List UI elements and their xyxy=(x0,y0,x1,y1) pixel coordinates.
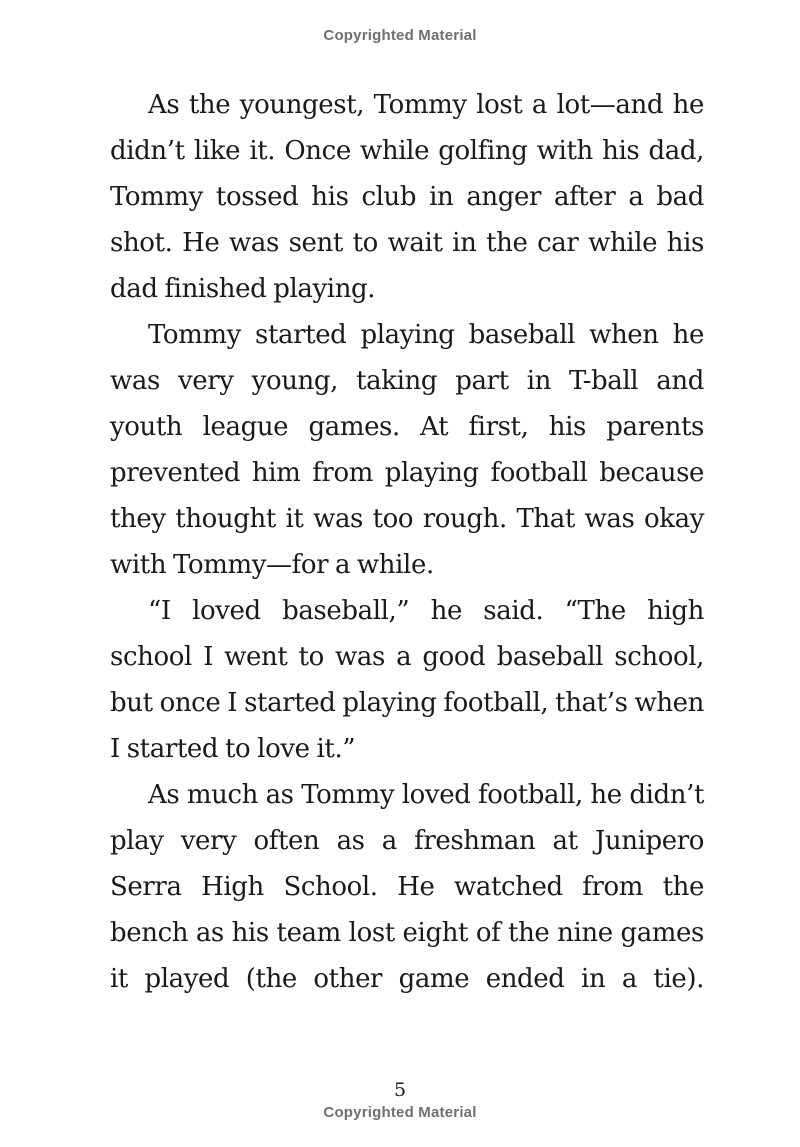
paragraph-2: Tommy started playing baseball when he was very young, taking part in T-ball and youth league games. At first, his parents prevented him from playing football because they thought it was too rough. That was okay with Tommy—for a while. xyxy=(110,320,704,580)
paragraph-4: As much as Tommy loved football, he didn’t play very often as a freshman at Junipero Serra High School. He watched from the bench as his team lost eight of the nine games it played (the other game ended in a tie). xyxy=(110,780,704,994)
paragraph-1: As the youngest, Tommy lost a lot—and he didn’t like it. Once while golfing with his dad, Tommy tossed his club in anger after a bad shot. He was sent to wait in the car while his dad finished playing. xyxy=(110,90,704,304)
paragraph-3: “I loved baseball,” he said. “The high school I went to was a good baseball school, but once I started playing football, that’s when I started to love it.” xyxy=(110,596,704,764)
copyright-watermark-bottom: Copyrighted Material xyxy=(323,1104,477,1121)
page-number: 5 xyxy=(393,1079,407,1101)
copyright-watermark-top: Copyrighted Material xyxy=(323,27,477,44)
page-body xyxy=(110,82,704,1002)
